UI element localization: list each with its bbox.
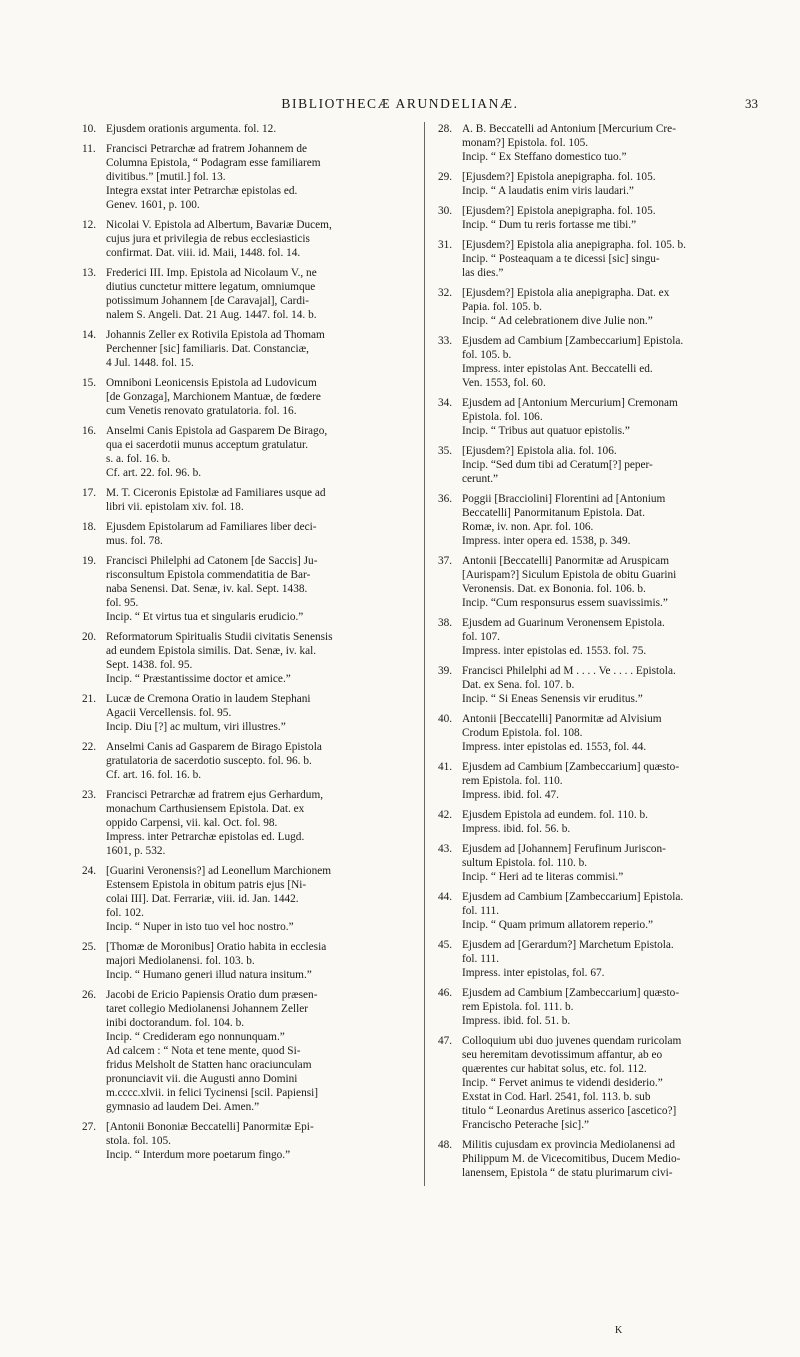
entry-line: cujus jura et privilegia de rebus ecclesiasticis (106, 233, 310, 245)
entry-number: 42. (438, 809, 453, 821)
entry-line: taret collegio Mediolanensi Johannem Zeller (106, 1003, 309, 1015)
entry-line: Incip. “ Quam primum allatorem reperio.” (462, 919, 654, 931)
entry-number: 38. (438, 617, 453, 629)
entry-text (106, 424, 412, 480)
catalogue-entry (438, 286, 772, 328)
entry-text (106, 376, 412, 418)
entry-text (106, 988, 412, 1114)
catalogue-entry (438, 122, 772, 164)
entry-text (462, 842, 772, 884)
entry-text (106, 218, 412, 260)
entry-line: Impress. inter opera ed. 1538, p. 349. (462, 535, 631, 547)
entry-line: Francisci Petrarchæ ad fratrem Johannem de (106, 143, 308, 155)
entry-line: cum Venetis renovato gratulatoria. fol. 16. (106, 405, 297, 417)
entry-line: Reformatorum Spiritualis Studii civitatis Senensis (106, 631, 333, 643)
entry-line: Incip. “ Ex Steffano domestico tuo.” (462, 151, 627, 163)
entry-line: Sept. 1438. fol. 95. (106, 659, 193, 671)
entry-line: majori Mediolanensi. fol. 103. b. (106, 955, 255, 967)
entry-text (462, 238, 772, 280)
catalogue-entry (438, 616, 772, 658)
entry-line: Ejusdem orationis argumenta. fol. 12. (106, 123, 277, 135)
entry-line: Incip. “ Heri ad te literas commisi.” (462, 871, 624, 883)
entry-line: Estensem Epistola in obitum patris ejus [Ni- (106, 879, 307, 891)
catalogue-entry (82, 218, 412, 260)
entry-line: Genev. 1601, p. 100. (106, 199, 200, 211)
entry-line: rem Epistola. fol. 111. b. (462, 1001, 574, 1013)
entry-line: [Ejusdem?] Epistola alia anepigrapha. Dat. ex (462, 287, 670, 299)
entry-number: 41. (438, 761, 453, 773)
entry-text (462, 1138, 772, 1180)
catalogue-entry (82, 1120, 412, 1162)
entry-line: Cf. art. 16. fol. 16. b. (106, 769, 202, 781)
catalogue-entry (82, 630, 412, 686)
entry-line: fol. 105. b. (462, 349, 512, 361)
entry-text (106, 940, 412, 982)
entry-text (106, 266, 412, 322)
entry-text (462, 444, 772, 486)
entry-line: Impress. inter Petrarchæ epistolas ed. Lugd. (106, 831, 305, 843)
entry-line: mus. fol. 78. (106, 535, 163, 547)
entry-line: Cf. art. 22. fol. 96. b. (106, 467, 202, 479)
entry-number: 11. (82, 143, 96, 155)
catalogue-entry (438, 760, 772, 802)
catalogue-entry (82, 376, 412, 418)
entry-text (462, 204, 772, 232)
entry-number: 23. (82, 789, 97, 801)
entry-text (106, 142, 412, 212)
entry-line: Agacii Vercellensis. fol. 95. (106, 707, 232, 719)
entry-number: 26. (82, 989, 97, 1001)
entry-line: Impress. ibid. fol. 51. b. (462, 1015, 571, 1027)
catalogue-entry (82, 142, 412, 212)
entry-line: Incip. “ A laudatis enim viris laudari.” (462, 185, 634, 197)
entry-line: confirmat. Dat. viii. id. Maii, 1448. fol. 14. (106, 247, 301, 259)
entry-line: Impress. inter epistolas ed. 1553, fol. 44. (462, 741, 647, 753)
entry-number: 30. (438, 205, 453, 217)
entry-line: diutius cunctetur mittere legatum, omniumque (106, 281, 316, 293)
entry-line: Anselmi Canis Epistola ad Gasparem De Birago, (106, 425, 328, 437)
entry-line: A. B. Beccatelli ad Antonium [Mercurium Cre- (462, 123, 676, 135)
entry-number: 28. (438, 123, 453, 135)
entry-line: [Aurispam?] Siculum Epistola de obitu Guarini (462, 569, 677, 581)
entry-line: quærentes cur habitat solus, etc. fol. 112. (462, 1063, 647, 1075)
catalogue-entry (438, 204, 772, 232)
entry-line: Ad calcem : “ Nota et tene mente, quod Si- (106, 1045, 301, 1057)
catalogue-entry (438, 890, 772, 932)
catalogue-entry (82, 424, 412, 480)
entry-text (462, 396, 772, 438)
catalogue-entry (82, 486, 412, 514)
entry-text (106, 630, 412, 686)
entry-line: titulo “ Leonardus Aretinus asserico [ascetico?] (462, 1105, 677, 1117)
catalogue-entry (438, 712, 772, 754)
entry-line: Perchenner [sic] familiaris. Dat. Constanciæ, (106, 343, 309, 355)
entry-number: 35. (438, 445, 453, 457)
entry-line: Ejusdem ad Guarinum Veronensem Epistola. (462, 617, 665, 629)
entry-number: 12. (82, 219, 97, 231)
entry-line: Ejusdem ad [Gerardum?] Marchetum Epistola. (462, 939, 674, 951)
entry-line: Incip. Diu [?] ac multum, viri illustres.” (106, 721, 286, 733)
entry-line: Incip. “ Posteaquam a te dicessi [sic] singu- (462, 253, 660, 265)
entry-line: [de Gonzaga], Marchionem Mantuæ, de fœdere (106, 391, 321, 403)
entry-line: pronunciavit vii. die Augusti anno Domini (106, 1073, 298, 1085)
entry-line: fol. 95. (106, 597, 139, 609)
catalogue-entry (82, 692, 412, 734)
entry-line: cerunt.” (462, 473, 499, 485)
catalogue-entry (82, 328, 412, 370)
entry-number: 34. (438, 397, 453, 409)
entry-number: 32. (438, 287, 453, 299)
entry-line: seu heremitam devotissimum affantur, ab eo (462, 1049, 663, 1061)
left-column (82, 122, 424, 1186)
entry-line: [Antonii Bononiæ Beccatelli] Panormitæ Epi- (106, 1121, 314, 1133)
entry-number: 48. (438, 1139, 453, 1151)
entry-line: Militis cujusdam ex provincia Mediolanensi ad (462, 1139, 676, 1151)
entry-line: Incip. “ Si Eneas Senensis vir eruditus.” (462, 693, 643, 705)
entry-number: 18. (82, 521, 97, 533)
entry-number: 40. (438, 713, 453, 725)
entry-number: 14. (82, 329, 97, 341)
catalogue-entry (82, 266, 412, 322)
entry-line: m.cccc.xlvii. in felici Tycinensi [scil. Papiensi] (106, 1087, 319, 1099)
entry-text (462, 492, 772, 548)
entry-text (462, 170, 772, 198)
entry-line: Epistola. fol. 106. (462, 411, 543, 423)
catalogue-entry (82, 988, 412, 1114)
entry-text (462, 808, 772, 836)
entry-text (462, 664, 772, 706)
catalogue-entry (438, 808, 772, 836)
entry-line: 4 Jul. 1448. fol. 15. (106, 357, 194, 369)
entry-line: stola. fol. 105. (106, 1135, 171, 1147)
entry-text (462, 890, 772, 932)
entry-text (462, 334, 772, 390)
entry-number: 44. (438, 891, 453, 903)
entry-line: Incip. “Cum responsurus essem suavissimis.” (462, 597, 668, 609)
entry-line: Francisci Philelphi ad Catonem [de Saccis] Ju- (106, 555, 318, 567)
catalogue-entry (438, 396, 772, 438)
entry-line: Ejusdem ad [Antonium Mercurium] Cremonam (462, 397, 678, 409)
entry-line: Ejusdem ad Cambium [Zambeccarium] Epistola. (462, 335, 684, 347)
entry-line: Omniboni Leonicensis Epistola ad Ludovicum (106, 377, 317, 389)
entry-number: 39. (438, 665, 453, 677)
entry-line: ad eundem Epistola similis. Dat. Senæ, iv. kal. (106, 645, 317, 657)
entry-line: fol. 111. (462, 953, 500, 965)
entry-line: fol. 111. (462, 905, 500, 917)
entry-text (106, 740, 412, 782)
entry-line: Ejusdem Epistola ad eundem. fol. 110. b. (462, 809, 648, 821)
entry-line: Incip. “ Et virtus tua et singularis erudicio.” (106, 611, 304, 623)
entry-line: Incip. “ Ad celebrationem dive Julie non.” (462, 315, 653, 327)
catalogue-entry (438, 444, 772, 486)
entry-line: fol. 102. (106, 907, 144, 919)
entry-line: fridus Melsholt de Statten hanc oraciunculam (106, 1059, 312, 1071)
signature-mark: K (615, 1325, 623, 1336)
entry-number: 33. (438, 335, 453, 347)
entry-line: Lucæ de Cremona Oratio in laudem Stephani (106, 693, 311, 705)
entry-line: Beccatelli] Panormitanum Epistola. Dat. (462, 507, 645, 519)
entry-line: Crodum Epistola. fol. 108. (462, 727, 583, 739)
catalogue-entry (438, 554, 772, 610)
entry-text (462, 1034, 772, 1132)
entry-line: Philippum M. de Vicecomitibus, Ducem Medio- (462, 1153, 681, 1165)
entry-line: Francischo Peterache [sic].” (462, 1119, 590, 1131)
entry-line: qua ei sacerdotii munus acceptum gratulatur. (106, 439, 309, 451)
entry-line: Johannis Zeller ex Rotivila Epistola ad Thomam (106, 329, 325, 341)
entry-line: Ejusdem Epistolarum ad Familiares liber deci- (106, 521, 317, 533)
entry-line: Incip. “Sed dum tibi ad Ceratum[?] peper- (462, 459, 653, 471)
entry-line: [Guarini Veronensis?] ad Leonellum Marchionem (106, 865, 332, 877)
entry-text (106, 520, 412, 548)
entry-line: [Ejusdem?] Epistola alia. fol. 106. (462, 445, 617, 457)
entry-line: colai III]. Dat. Ferrariæ, viii. id. Jan. 1442. (106, 893, 299, 905)
entry-line: Anselmi Canis ad Gasparem de Birago Epistola (106, 741, 322, 753)
entry-line: [Thomæ de Moronibus] Oratio habita in ecclesia (106, 941, 327, 953)
catalogue-columns (82, 122, 772, 1186)
entry-line: oppido Carpensi, vii. kal. Oct. fol. 98. (106, 817, 278, 829)
entry-line: Impress. inter epistolas, fol. 67. (462, 967, 605, 979)
entry-line: Ejusdem ad [Johannem] Ferufinum Juriscon- (462, 843, 666, 855)
entry-number: 19. (82, 555, 97, 567)
entry-line: Incip. “ Tribus aut quatuor epistolis.” (462, 425, 630, 437)
entry-number: 22. (82, 741, 97, 753)
entry-number: 36. (438, 493, 453, 505)
entry-line: nalem S. Angeli. Dat. 21 Aug. 1447. fol. 14. b. (106, 309, 317, 321)
entry-number: 31. (438, 239, 453, 251)
entry-text (106, 328, 412, 370)
entry-line: Incip. “ Dum tu reris fortasse me tibi.” (462, 219, 637, 231)
entry-line: Veronensis. Dat. ex Bononia. fol. 106. b. (462, 583, 646, 595)
entry-line: sultum Epistola. fol. 110. b. (462, 857, 588, 869)
entry-line: Incip. “ Fervet animus te videndi desiderio.” (462, 1077, 663, 1089)
catalogue-entry (438, 170, 772, 198)
entry-number: 25. (82, 941, 97, 953)
right-column (424, 122, 772, 1186)
entry-number: 45. (438, 939, 453, 951)
entry-text (106, 692, 412, 734)
entry-line: monam?] Epistola. fol. 105. (462, 137, 589, 149)
entry-number: 15. (82, 377, 97, 389)
entry-line: lanensem, Epistola “ de statu plurimarum civi- (462, 1167, 673, 1179)
entry-line: Integra exstat inter Petrarchæ epistolas ed. (106, 185, 298, 197)
entry-number: 47. (438, 1035, 453, 1047)
catalogue-entry (82, 520, 412, 548)
entry-line: Impress. inter epistolas Ant. Beccatelli ed. (462, 363, 653, 375)
entry-text (106, 1120, 412, 1162)
catalogue-entry (82, 864, 412, 934)
entry-line: Ejusdem ad Cambium [Zambeccarium] quæsto- (462, 761, 680, 773)
entry-line: Ejusdem ad Cambium [Zambeccarium] Epistola. (462, 891, 684, 903)
entry-line: [Ejusdem?] Epistola anepigrapha. fol. 105. (462, 205, 656, 217)
entry-line: 1601, p. 532. (106, 845, 166, 857)
entry-text (462, 986, 772, 1028)
entry-line: Jacobi de Ericio Papiensis Oratio dum præsen- (106, 989, 318, 1001)
entry-line: monachum Carthusiensem Epistola. Dat. ex (106, 803, 305, 815)
entry-line: Incip. “ Nuper in isto tuo vel hoc nostro.” (106, 921, 294, 933)
catalogue-entry (438, 238, 772, 280)
entry-text (462, 712, 772, 754)
catalogue-entry (82, 122, 412, 136)
entry-text (106, 864, 412, 934)
entry-line: s. a. fol. 16. b. (106, 453, 171, 465)
entry-line: [Ejusdem?] Epistola alia anepigrapha. fol. 105. b. (462, 239, 686, 251)
entry-line: inibi doctorandum. fol. 104. b. (106, 1017, 245, 1029)
entry-line: potissimum Johannem [de Caravajal], Cardi- (106, 295, 309, 307)
entry-number: 13. (82, 267, 97, 279)
entry-line: Francisci Petrarchæ ad fratrem ejus Gerhardum, (106, 789, 324, 801)
catalogue-entry (438, 1034, 772, 1132)
entry-number: 27. (82, 1121, 97, 1133)
entry-text (106, 788, 412, 858)
entry-text (462, 616, 772, 658)
entry-number: 21. (82, 693, 97, 705)
entry-number: 29. (438, 171, 453, 183)
catalogue-entry (82, 740, 412, 782)
catalogue-entry (82, 788, 412, 858)
catalogue-entry (82, 940, 412, 982)
catalogue-entry (438, 1138, 772, 1180)
entry-line: gratulatoria de sacerdotio suscepto. fol. 96. b. (106, 755, 312, 767)
entry-line: Impress. ibid. fol. 56. b. (462, 823, 571, 835)
entry-line: rem Epistola. fol. 110. (462, 775, 563, 787)
entry-number: 20. (82, 631, 97, 643)
entry-number: 37. (438, 555, 453, 567)
entry-line: risconsultum Epistola commendatitia de Bar- (106, 569, 311, 581)
entry-line: libri vii. epistolam xiv. fol. 18. (106, 501, 244, 513)
entry-line: Dat. ex Sena. fol. 107. b. (462, 679, 575, 691)
entry-line: Incip. “ Interdum more poetarum fingo.” (106, 1149, 291, 1161)
entry-number: 24. (82, 865, 97, 877)
page-header (0, 96, 800, 116)
entry-number: 10. (82, 123, 97, 135)
catalogue-entry (82, 554, 412, 624)
catalogue-entry (438, 334, 772, 390)
running-title: BIBLIOTHECÆ ARUNDELIANÆ. (281, 96, 519, 111)
entry-text (462, 286, 772, 328)
entry-line: Incip. “ Credideram ego nonnunquam.” (106, 1031, 285, 1043)
entry-line: Romæ, iv. non. Apr. fol. 106. (462, 521, 594, 533)
entry-line: Ven. 1553, fol. 60. (462, 377, 546, 389)
entry-text (106, 122, 412, 136)
entry-line: naba Senensi. Dat. Senæ, iv. kal. Sept. 1438. (106, 583, 308, 595)
entry-line: Antonii [Beccatelli] Panormitæ ad Aruspicam (462, 555, 670, 567)
entry-line: Colloquium ubi duo juvenes quendam ruricolam (462, 1035, 682, 1047)
entry-text (106, 554, 412, 624)
entry-line: Frederici III. Imp. Epistola ad Nicolaum V., ne (106, 267, 317, 279)
entry-line: Columna Epistola, “ Podagram esse familiarem (106, 157, 321, 169)
entry-line: [Ejusdem?] Epistola anepigrapha. fol. 105. (462, 171, 656, 183)
catalogue-entry (438, 492, 772, 548)
entry-line: Nicolai V. Epistola ad Albertum, Bavariæ Ducem, (106, 219, 332, 231)
entry-line: Poggii [Bracciolini] Florentini ad [Antonium (462, 493, 666, 505)
entry-line: Antonii [Beccatelli] Panormitæ ad Alvisium (462, 713, 662, 725)
entry-text (462, 938, 772, 980)
entry-line: M. T. Ciceronis Epistolæ ad Familiares usque ad (106, 487, 326, 499)
entry-text (106, 486, 412, 514)
entry-text (462, 122, 772, 164)
entry-line: gymnasio ad laudem Dei. Amen.” (106, 1101, 260, 1113)
catalogue-entry (438, 664, 772, 706)
entry-number: 46. (438, 987, 453, 999)
entry-line: Ejusdem ad Cambium [Zambeccarium] quæsto- (462, 987, 680, 999)
entry-text (462, 554, 772, 610)
entry-line: fol. 107. (462, 631, 500, 643)
entry-line: Impress. ibid. fol. 47. (462, 789, 559, 801)
entry-line: Papia. fol. 105. b. (462, 301, 543, 313)
entry-line: las dies.” (462, 267, 504, 279)
entry-line: Incip. “ Humano generi illud natura insitum.” (106, 969, 312, 981)
catalogue-entry (438, 842, 772, 884)
catalogue-entry (438, 938, 772, 980)
entry-line: Impress. inter epistolas ed. 1553. fol. 75. (462, 645, 647, 657)
page-number: 33 (745, 96, 758, 111)
entry-number: 16. (82, 425, 97, 437)
entry-line: Incip. “ Præstantissime doctor et amice.” (106, 673, 291, 685)
entry-line: divitibus.” [mutil.] fol. 13. (106, 171, 226, 183)
entry-number: 17. (82, 487, 97, 499)
catalogue-entry (438, 986, 772, 1028)
entry-line: Francisci Philelphi ad M . . . . Ve . . . . Epistola. (462, 665, 676, 677)
entry-number: 43. (438, 843, 453, 855)
entry-text (462, 760, 772, 802)
entry-line: Exstat in Cod. Harl. 2541, fol. 113. b. sub (462, 1091, 651, 1103)
